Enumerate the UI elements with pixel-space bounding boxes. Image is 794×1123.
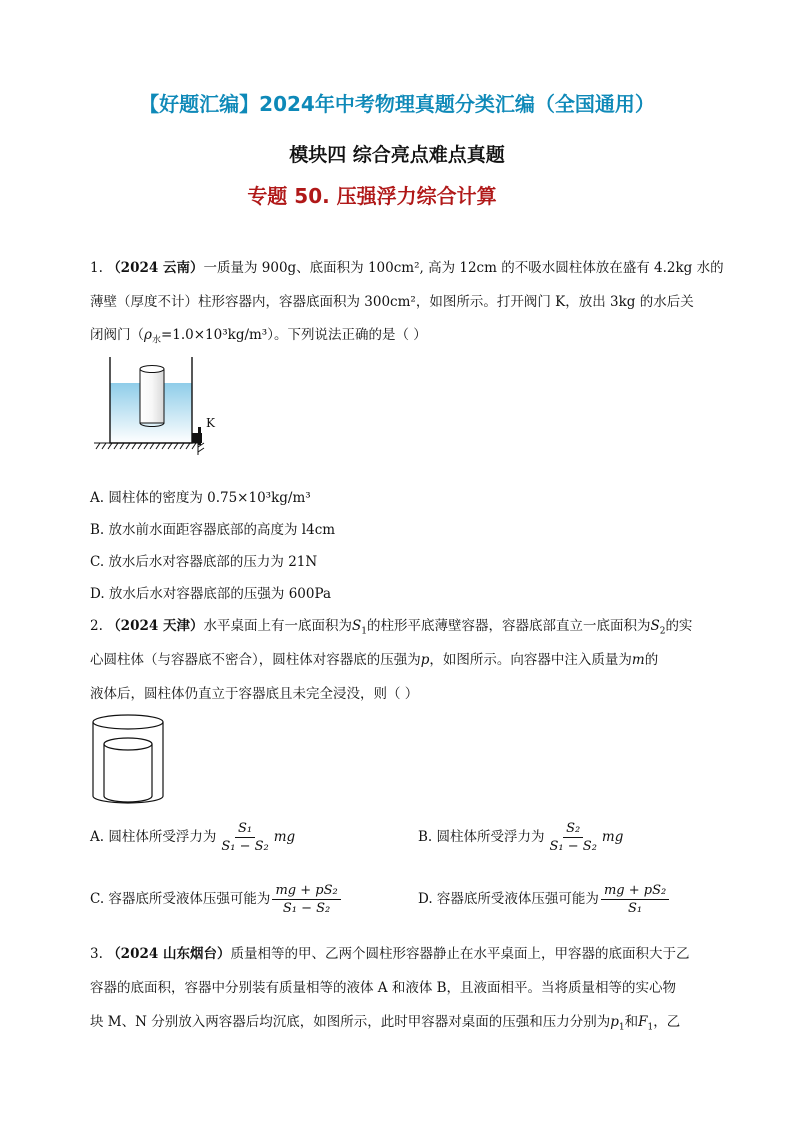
q3-line2: 容器的底面积，容器中分别装有质量相等的液体 A 和液体 B，且液面相平。当将质量相等的实心物 [90,980,677,996]
q2-line3: 液体后，圆柱体仍直立于容器底且未完全浸没，则（ ） [90,686,419,702]
q2-line1: 2. （2024 天津）水平桌面上有一底面积为$S_1$的柱形平底薄壁容器，容器底部直立一底面积为$S_2$的实 [90,618,693,637]
valve-label: K [206,416,215,430]
q2-option-b: B. 圆柱体所受浮力为 $\frac{\text{S₂}}{\text{S₁ − S₂}}$ mg [418,821,624,854]
fraction: $\frac{\text{mg + pS₂}}{\text{S₁}}$ [601,882,669,917]
q2-number: 2. [90,618,103,634]
q1-option-d: D. 放水后水对容器底部的压强为 600Pa [90,586,332,602]
q1-line3: 闭阀门$(\rho_水=1.0\times 10^3kg/m^3)$。下列说法正确的是（ ） [90,327,427,346]
q1-option-a: A. 圆柱体的密度为 0.75×10³kg/m³ [90,490,311,506]
q1-option-c: C. 放水后水对容器底部的压力为 21N [90,554,318,570]
q3-line3: 块 M、N 分别放入两容器后均沉底，如图所示，此时甲容器对桌面的压强和压力分别为$p_1$和$F_1$，乙 [90,1014,681,1033]
solid-cylinder [104,738,152,802]
valve-icon [192,427,202,445]
module-title: 模块四 综合亮点难点真题 [289,144,505,166]
q1-line1: 1. （2024 云南）一质量为 900g、底面积为 100cm², 高为 12cm 的不吸水圆柱体放在盛有 4.2kg 水的 [90,260,724,276]
q3-line1: 3. （2024 山东烟台）质量相等的甲、乙两个圆柱形容器静止在水平桌面上，甲容器的底面积大于乙 [90,946,690,962]
q1-source: （2024 云南） [107,260,204,276]
q2-figure-container [90,712,166,808]
ground [94,443,204,455]
q1-number: 1. [90,260,103,276]
topic-title: 专题 50. 压强浮力综合计算 [247,184,497,208]
q2-line2: 心圆柱体（与容器底不密合），圆柱体对容器底的压强为p，如图所示。向容器中注入质量为m的 [90,652,659,668]
cylinder [140,366,164,427]
q1-line2: 薄壁（厚度不计）柱形容器内，容器底面积为 300cm²，如图所示。打开阀门 K，放出 3kg 的水后关 [90,294,694,310]
page-title: 【好题汇编】2024年中考物理真题分类汇编（全国通用） [139,92,655,116]
q2-source: （2024 天津） [107,618,204,634]
q2-option-d: D. 容器底所受液体压强可能为 $\frac{\text{mg + pS₂}}{\text{S₁}}$ [418,882,671,917]
q2-option-a: A. 圆柱体所受浮力为 $\frac{\text{S₁}}{\text{S₁ − S₂}}$ mg [90,821,296,854]
fraction: $\frac{\text{S₂}}{\text{S₁ − S₂}}$ [549,821,597,854]
fraction: $\frac{\text{mg + pS₂}}{\text{S₁ − S₂}}$ [272,882,340,917]
q3-number: 3. [90,946,103,962]
q1-figure-tank [94,355,218,455]
q2-option-c: C. 容器底所受液体压强可能为 $\frac{\text{mg + pS₂}}{\text{S₁ − S₂}}$ [90,882,343,917]
q3-source: （2024 山东烟台） [107,946,231,962]
q1-option-b: B. 放水前水面距容器底部的高度为 l4cm [90,522,336,538]
fraction: $\frac{\text{S₁}}{\text{S₁ − S₂}}$ [221,821,269,854]
